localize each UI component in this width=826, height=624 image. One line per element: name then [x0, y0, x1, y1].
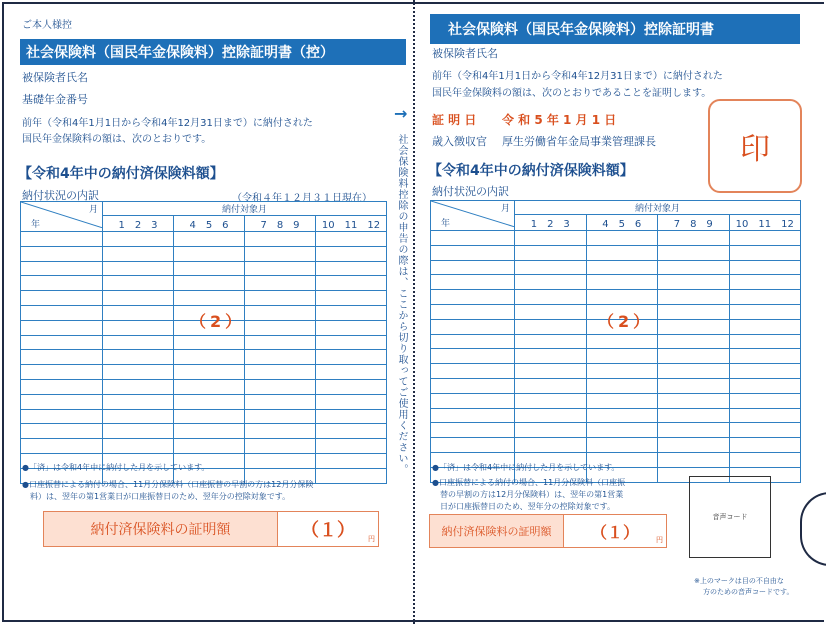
quarter-2-header: 4 5 6 [174, 216, 245, 232]
tear-notch [800, 492, 826, 566]
quarter-cell [658, 231, 730, 246]
left-statement-line2: 国民年金保険料の額は、次のとおりです。 [22, 134, 212, 145]
year-cell [21, 320, 103, 335]
quarter-cell [245, 439, 316, 454]
quarter-cell [586, 231, 658, 246]
voice-code-note-2: 方のための音声コードです。 [703, 588, 794, 596]
quarter-cell [245, 320, 316, 335]
year-cell [431, 319, 515, 334]
quarter-cell [658, 438, 730, 453]
grid-row [431, 423, 801, 438]
quarter-cell [316, 246, 387, 261]
quarter-cell [586, 349, 658, 364]
quarter-cell [658, 319, 730, 334]
quarter-cell [515, 423, 587, 438]
quarter-cell [729, 260, 801, 275]
quarter-cell [103, 232, 174, 247]
quarter-1-header: 1 2 3 [515, 215, 587, 231]
quarter-cell [729, 231, 801, 246]
quarter-cell [103, 379, 174, 394]
grid-row [431, 393, 801, 408]
quarter-cell [316, 291, 387, 306]
right-marker-2: （2） [598, 312, 654, 331]
quarter-cell [316, 350, 387, 365]
quarter-cell [245, 261, 316, 276]
quarter-cell [316, 409, 387, 424]
quarter-4-header: 10 11 12 [316, 216, 387, 232]
left-breakdown-label: 納付状況の内訳 [22, 189, 99, 202]
quarter-cell [586, 438, 658, 453]
quarter-cell [658, 378, 730, 393]
quarter-cell [515, 408, 587, 423]
year-label: 年 [441, 219, 451, 229]
quarter-cell [103, 246, 174, 261]
quarter-cell [174, 246, 245, 261]
left-title: 社会保険料（国民年金保険料）控除証明書（控） [20, 39, 406, 65]
target-months-header: 納付対象月 [515, 201, 801, 215]
quarter-cell [729, 378, 801, 393]
left-payment-grid [20, 201, 387, 484]
right-amount-marker: （１） [590, 522, 639, 542]
quarter-cell [103, 350, 174, 365]
year-label: 年 [31, 220, 41, 230]
quarter-cell [174, 379, 245, 394]
quarter-cell [586, 408, 658, 423]
grid-row [431, 245, 801, 260]
cert-date-label: 証 明 日 [432, 113, 477, 127]
right-certified-amount-box [429, 514, 667, 548]
right-breakdown-label: 納付状況の内訳 [432, 185, 509, 198]
pension-number-label: 基礎年金番号 [22, 93, 88, 106]
year-cell [431, 260, 515, 275]
year-cell [431, 304, 515, 319]
quarter-4-header: 10 11 12 [729, 215, 801, 231]
grid-row [21, 335, 387, 350]
quarter-cell [245, 453, 316, 468]
quarter-cell [658, 304, 730, 319]
quarter-cell [515, 319, 587, 334]
grid-row [21, 409, 387, 424]
year-cell [21, 246, 103, 261]
quarter-cell [245, 291, 316, 306]
grid-row [21, 394, 387, 409]
as-of-date: （令和４年１２月３１日現在） [232, 193, 372, 204]
quarter-cell [658, 349, 730, 364]
grid-row [431, 275, 801, 290]
quarter-cell [316, 365, 387, 380]
grid-row [431, 290, 801, 305]
quarter-cell [729, 393, 801, 408]
quarter-cell [316, 424, 387, 439]
left-marker-2: （2） [190, 312, 246, 331]
quarter-cell [245, 232, 316, 247]
year-cell [431, 408, 515, 423]
grid-row [21, 424, 387, 439]
quarter-cell [174, 350, 245, 365]
quarter-cell [316, 453, 387, 468]
quarter-cell [729, 275, 801, 290]
quarter-cell [586, 275, 658, 290]
quarter-cell [515, 438, 587, 453]
year-cell [431, 364, 515, 379]
quarter-cell [586, 290, 658, 305]
voice-code-box [689, 476, 771, 558]
quarter-cell [316, 261, 387, 276]
quarter-cell [586, 260, 658, 275]
grid-row [431, 349, 801, 364]
quarter-cell [174, 261, 245, 276]
year-cell [431, 334, 515, 349]
year-cell [431, 393, 515, 408]
grid-row [21, 261, 387, 276]
quarter-cell [729, 245, 801, 260]
quarter-cell [658, 260, 730, 275]
grid-row [21, 232, 387, 247]
cert-date: 令 和 5 年 1 月 1 日 [502, 113, 617, 127]
quarter-cell [316, 320, 387, 335]
year-cell [21, 394, 103, 409]
quarter-cell [515, 349, 587, 364]
quarter-cell [316, 276, 387, 291]
quarter-cell [174, 276, 245, 291]
year-cell [431, 378, 515, 393]
cut-arrow: → [394, 104, 408, 123]
quarter-2-header: 4 5 6 [586, 215, 658, 231]
quarter-cell [103, 365, 174, 380]
right-note-1: ●「済」は令和4年中に納付した月を示しています。 [432, 463, 620, 472]
right-statement-line2: 国民年金保険料の額は、次のとおりであることを証明します。 [432, 88, 712, 99]
right-section-heading: 【令和4年中の納付済保険料額】 [428, 163, 634, 179]
quarter-3-header: 7 8 9 [245, 216, 316, 232]
grid-row [431, 364, 801, 379]
quarter-3-header: 7 8 9 [658, 215, 730, 231]
quarter-cell [658, 334, 730, 349]
quarter-cell [515, 334, 587, 349]
right-title: 社会保険料（国民年金保険料）控除証明書 [430, 14, 800, 44]
quarter-cell [174, 409, 245, 424]
quarter-cell [586, 364, 658, 379]
quarter-cell [586, 378, 658, 393]
quarter-cell [515, 304, 587, 319]
quarter-cell [245, 365, 316, 380]
quarter-cell [316, 232, 387, 247]
grid-row [431, 378, 801, 393]
collector-name: 厚生労働省年金局事業管理課長 [502, 135, 656, 148]
quarter-cell [515, 393, 587, 408]
quarter-cell [316, 439, 387, 454]
quarter-cell [316, 335, 387, 350]
year-cell [21, 409, 103, 424]
quarter-cell [174, 232, 245, 247]
quarter-cell [245, 394, 316, 409]
quarter-cell [245, 276, 316, 291]
quarter-cell [245, 424, 316, 439]
quarter-cell [245, 379, 316, 394]
quarter-cell [103, 424, 174, 439]
quarter-cell [103, 261, 174, 276]
year-month-header [21, 202, 103, 232]
year-cell [21, 305, 103, 320]
left-certified-amount-box [43, 511, 379, 547]
left-statement-line1: 前年（令和4年1月1日から令和4年12月31日まで）に納付された [22, 118, 313, 129]
left-yen-unit: 円 [368, 535, 375, 543]
quarter-cell [515, 231, 587, 246]
left-section-heading: 【令和4年中の納付済保険料額】 [18, 166, 224, 182]
right-amount-label: 納付済保険料の証明額 [430, 515, 564, 547]
quarter-cell [245, 350, 316, 365]
quarter-cell [586, 423, 658, 438]
collector-label: 歳入徴収官 [432, 135, 487, 148]
quarter-cell [174, 335, 245, 350]
quarter-cell [245, 335, 316, 350]
quarter-cell [103, 409, 174, 424]
right-amount-value [564, 515, 666, 547]
grid-row [21, 379, 387, 394]
quarter-cell [729, 423, 801, 438]
quarter-cell [174, 424, 245, 439]
year-cell [21, 276, 103, 291]
left-amount-value [278, 512, 378, 546]
quarter-cell [103, 305, 174, 320]
year-cell [431, 245, 515, 260]
quarter-1-header: 1 2 3 [103, 216, 174, 232]
quarter-cell [316, 468, 387, 483]
year-cell [21, 365, 103, 380]
right-note-2c: 日が口座振替日のため、翌年分の控除対象です。 [440, 502, 616, 511]
grid-row [431, 408, 801, 423]
grid-row [21, 291, 387, 306]
voice-code-note-1: ※上のマークは目の不自由な [694, 577, 784, 585]
quarter-cell [658, 393, 730, 408]
quarter-cell [658, 364, 730, 379]
year-cell [21, 335, 103, 350]
grid-row [21, 246, 387, 261]
quarter-cell [174, 365, 245, 380]
year-cell [21, 291, 103, 306]
year-cell [21, 379, 103, 394]
year-month-header [431, 201, 515, 231]
grid-row [431, 438, 801, 453]
right-yen-unit: 円 [656, 536, 663, 544]
quarter-cell [316, 305, 387, 320]
quarter-cell [658, 452, 730, 467]
target-months-header: 納付対象月 [103, 202, 387, 216]
left-amount-label: 納付済保険料の証明額 [44, 512, 278, 546]
right-statement-line1: 前年（令和4年1月1日から令和4年12月31日まで）に納付された [432, 71, 723, 82]
quarter-cell [729, 304, 801, 319]
year-cell [431, 423, 515, 438]
copy-label: ご本人様控 [22, 20, 72, 31]
quarter-cell [729, 364, 801, 379]
quarter-cell [658, 245, 730, 260]
right-insured-name-label: 被保険者氏名 [432, 47, 498, 60]
quarter-cell [245, 305, 316, 320]
quarter-cell [729, 290, 801, 305]
grid-row [431, 231, 801, 246]
voice-code-label: 音声コード [712, 513, 748, 521]
quarter-cell [103, 335, 174, 350]
year-cell [21, 424, 103, 439]
quarter-cell [658, 408, 730, 423]
quarter-cell [174, 394, 245, 409]
quarter-cell [729, 349, 801, 364]
grid-row [21, 350, 387, 365]
month-label: 月 [500, 204, 510, 214]
month-label: 月 [88, 205, 98, 215]
grid-row [21, 439, 387, 454]
year-cell [431, 231, 515, 246]
year-cell [21, 232, 103, 247]
year-cell [431, 275, 515, 290]
quarter-cell [515, 245, 587, 260]
quarter-cell [174, 439, 245, 454]
quarter-cell [245, 246, 316, 261]
quarter-cell [515, 290, 587, 305]
quarter-cell [515, 260, 587, 275]
quarter-cell [515, 275, 587, 290]
quarter-cell [658, 423, 730, 438]
quarter-cell [729, 408, 801, 423]
left-insured-name-label: 被保険者氏名 [22, 71, 88, 84]
quarter-cell [729, 334, 801, 349]
quarter-cell [729, 452, 801, 467]
quarter-cell [515, 364, 587, 379]
year-cell [431, 438, 515, 453]
year-cell [431, 349, 515, 364]
quarter-cell [103, 291, 174, 306]
quarter-cell [586, 245, 658, 260]
right-payment-grid [430, 200, 801, 483]
quarter-cell [103, 394, 174, 409]
left-amount-marker: （１） [301, 520, 355, 541]
quarter-cell [586, 334, 658, 349]
left-note-2a: ●口座振替による納付の場合、11月分保険料（口座振替の早割の方は12月分保険 [22, 480, 314, 489]
grid-row [431, 260, 801, 275]
quarter-cell [174, 291, 245, 306]
quarter-cell [586, 393, 658, 408]
right-note-2b: 替の早割の方は12月分保険料）は、翌年の第1営業 [440, 490, 624, 499]
cut-instruction: 社会保険料控除の申告の際は、ここから切り取ってご使用ください。 [396, 134, 407, 475]
quarter-cell [316, 379, 387, 394]
right-note-2a: ●口座振替による納付の場合、11月分保険料（口座振 [432, 478, 626, 487]
grid-row [21, 276, 387, 291]
quarter-cell [658, 275, 730, 290]
quarter-cell [729, 319, 801, 334]
year-cell [21, 350, 103, 365]
quarter-cell [245, 409, 316, 424]
year-cell [431, 290, 515, 305]
left-note-1: ●「済」は令和4年中に納付した月を示しています。 [22, 463, 210, 472]
year-cell [21, 439, 103, 454]
left-note-2b: 料）は、翌年の第1営業日が口座振替日のため、翌年分の控除対象です。 [30, 492, 291, 501]
quarter-cell [316, 394, 387, 409]
cut-line [413, 0, 415, 624]
quarter-cell [729, 438, 801, 453]
seal-mark: 印 [708, 99, 802, 193]
quarter-cell [103, 439, 174, 454]
grid-row [21, 365, 387, 380]
quarter-cell [658, 290, 730, 305]
quarter-cell [103, 320, 174, 335]
quarter-cell [515, 378, 587, 393]
grid-row [431, 334, 801, 349]
year-cell [21, 261, 103, 276]
quarter-cell [103, 276, 174, 291]
